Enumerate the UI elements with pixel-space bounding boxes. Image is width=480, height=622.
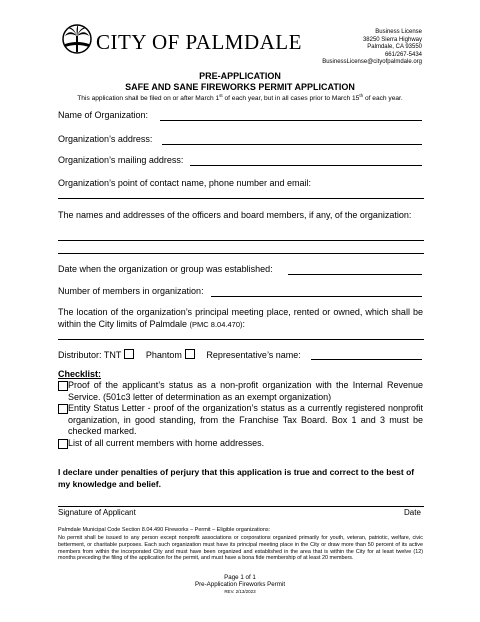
mailing-address-field[interactable] [190,165,422,166]
form-title-line2: SAFE AND SANE FIREWORKS PERMIT APPLICATION [125,82,355,92]
address-line: 661/267-5434 [384,51,422,58]
officers-label: The names and addresses of the officers and board members, if any, of the organization: [58,210,412,220]
checklist-item: List of all current members with home addresses. [58,438,423,450]
revision-date: REV. 2/13/2023 [224,589,256,594]
email-link[interactable]: BusinessLicense@cityofpalmdale.org [322,59,422,65]
location-field[interactable] [58,339,424,340]
phantom-checkbox[interactable] [185,349,195,359]
form-title-line1: PRE-APPLICATION [199,71,281,81]
tnt-checkbox[interactable] [124,349,134,359]
organization-name-label: Name of Organization: [58,110,149,120]
date-label: Date [404,508,421,517]
mailing-address-label: Organization’s mailing address: [58,155,184,165]
business-license-address [322,29,422,67]
city-logo [62,24,302,64]
pmc-section-title: Palmdale Municipal Code Section 8.04.490 Fireworks – Permit – Eligible organizations: [58,527,271,533]
perjury-declaration: I declare under penalties of perjury that this application is true and correct to the best of my knowledge and belief. [58,467,415,489]
representative-field[interactable] [311,359,422,360]
officers-field-line2[interactable] [58,253,424,254]
page-number: Page 1 of 1 [224,574,256,581]
location-label: The location of the organization’s principal meeting place, rented or owned, which shall be within the City limits of Palmdale (PMC 8.04.470): [58,307,423,329]
filing-instruction: This application shall be filed on or after March 1st of each year, but in all cases prior to March 15th of each year. [77,93,403,103]
checklist-title: Checklist: [58,369,102,379]
footer-form-name: Pre-Application Fireworks Permit [194,581,286,588]
representative-label: Representative’s name: [206,350,301,360]
address-line: 38250 Sierra Highway [362,36,422,43]
members-field[interactable] [211,296,422,297]
distributor-tnt-label: Distributor: TNT [58,350,122,360]
checklist-item: Entity Status Letter - proof of the organization’s status as a currently registered nonprofit organization, in good standing, from the Franchise Tax Board. Box 1 and 3 must be checked marked. [58,403,423,438]
checklist-checkbox[interactable] [58,404,68,414]
distributor-row [58,349,301,360]
organization-address-label: Organization’s address: [58,134,153,144]
phantom-label: Phantom [145,350,182,360]
organization-name-field[interactable] [160,120,422,121]
address-line: Business License [375,29,422,35]
signature-label: Signature of Applicant [58,508,136,517]
officers-field-line1[interactable] [58,240,424,241]
established-label: Date when the organization or group was established: [58,264,273,274]
city-name: CITY OF PALMDALE [96,30,302,54]
members-label: Number of members in organization: [58,286,204,296]
contact-label: Organization’s point of contact name, phone number and email: [58,178,311,188]
checklist-checkbox[interactable] [58,439,68,449]
contact-field[interactable] [58,198,424,199]
pmc-section-body: No permit shall be issued to any person except nonprofit associations or corporations organized primarily for youth, veteran, patriotic, welfare, civic betterment, or charitable purposes. Each such organization must have its principal meeting place in the City or draw more than 50 percent of its active members from within the incorporated City and must have been organized and established in the area that is within the City for at least twelve (12) months preceding the filing of the application for the permit, and must have a bona fide membership of at least 20 members. [58,535,423,562]
address-line: Palmdale, CA 93550 [367,44,422,50]
signature-line[interactable] [58,506,424,507]
organization-address-field[interactable] [162,144,422,145]
established-field[interactable] [288,274,422,275]
checklist-checkbox[interactable] [58,381,68,391]
checklist-item: Proof of the applicant’s status as a non-profit organization with the Internal Revenue Service. (501c3 letter of determination as an exempt organization) [58,380,423,403]
palm-tree-logo-icon [62,24,92,56]
